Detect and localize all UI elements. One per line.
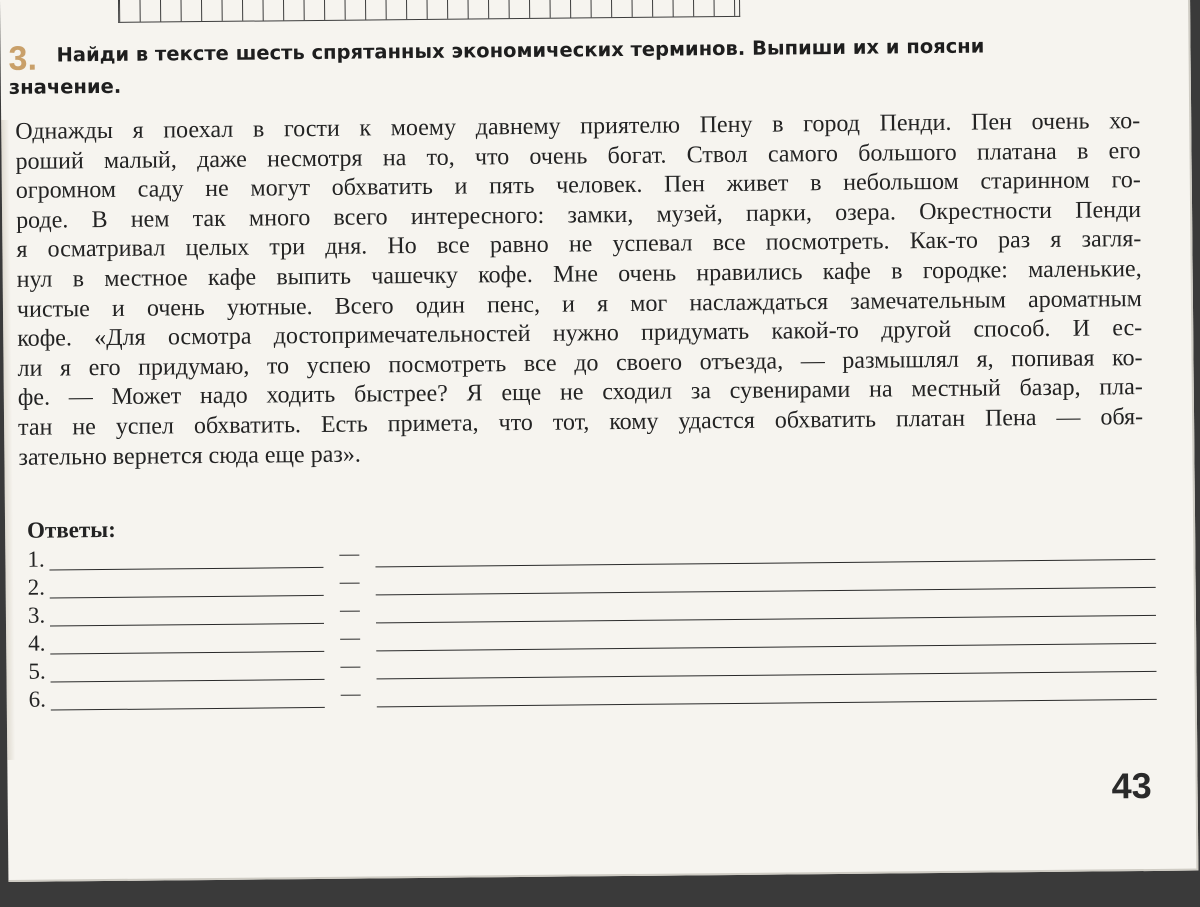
story-line: тан не успел обхватить. Есть примета, что тот, кому удастся обхватить платан Пена — обя-	[17, 403, 1144, 441]
story-line: нул в местное кафе выпить чашечку кофе. Мне очень нравились кафе в городке: маленькие,	[16, 256, 1142, 293]
answer-number: 4.	[28, 630, 46, 656]
answer-dash	[340, 611, 360, 612]
answer-number: 1.	[27, 546, 45, 572]
story-text	[15, 107, 1143, 473]
answers-heading: Ответы:	[26, 516, 116, 543]
answer-dash	[339, 555, 359, 556]
story-line: роде. В нем так много всего интересного: замки, музей, парки, озера. Окрестности Пенди	[15, 196, 1142, 234]
story-line: фе. — Может надо ходить быстрее? Я еще не сходил за сувенирами на местный базар, пла-	[17, 374, 1143, 412]
page-number: 43	[1111, 764, 1152, 807]
answer-dash	[340, 583, 360, 584]
story-line: ли я его придумаю, то успею посмотреть все до своего отъезда, — размышлял я, попивая ко-	[17, 344, 1143, 382]
answer-meaning-field[interactable]	[377, 699, 1157, 707]
answer-term-field[interactable]	[51, 707, 325, 711]
story-line: чистые и очень уютные. Всего один пенс, и я мог наслаждаться замечательным ароматным	[16, 285, 1143, 323]
answer-number: 2.	[27, 574, 46, 600]
story-line: зательно вернется сюда еще раз».	[18, 441, 361, 471]
story-line: я осматривал целых три дня. Но все равно не успевал все посмотреть. Как-то раз я загля-	[16, 226, 1142, 264]
answer-term-field[interactable]	[51, 679, 325, 683]
task-instruction	[8, 29, 1159, 104]
task-number: 3.	[8, 39, 38, 78]
answer-number: 6.	[28, 686, 47, 712]
answer-dash	[341, 695, 361, 696]
task-block	[8, 29, 1159, 104]
story-line: роший малый, даже несмотря на то, что очень богат. Ствол самого большого платана в его	[15, 137, 1141, 175]
answer-term-field[interactable]	[49, 567, 323, 571]
answer-term-field[interactable]	[50, 651, 324, 655]
story-line: кофе. «Для осмотра достопримечательностей нужно придумать какой-то другой способ. И ес-	[17, 315, 1143, 353]
task-instruction-line1: Найди в тексте шесть спрятанных экономических терминов. Выпиши их и поясни	[56, 34, 985, 67]
answer-number: 5.	[28, 658, 46, 684]
answer-dash	[340, 639, 360, 640]
answer-dash	[340, 667, 360, 668]
page-gutter-shadow	[1, 120, 15, 760]
answer-grid-cells	[118, 0, 740, 23]
answer-term-field[interactable]	[50, 623, 324, 627]
task-instruction-line2: значение.	[8, 74, 122, 99]
story-line: огромном саду не могут обхватить и пять человек. Пен живет в небольшом старинном го-	[15, 167, 1141, 205]
story-line: Однажды я поехал в гости к моему давнему приятелю Пену в город Пенди. Пен очень хо-	[15, 108, 1141, 145]
answer-number: 3.	[27, 602, 46, 628]
answer-term-field[interactable]	[50, 595, 324, 599]
